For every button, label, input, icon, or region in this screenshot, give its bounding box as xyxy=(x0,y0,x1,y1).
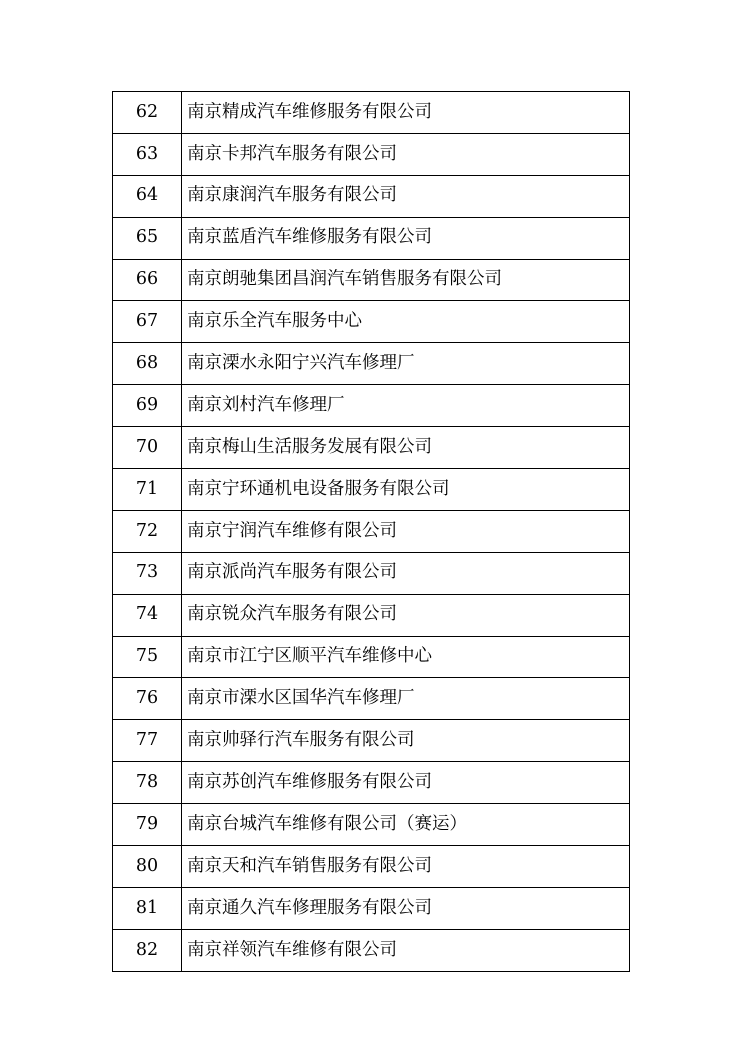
table-row xyxy=(113,594,630,636)
row-number-cell: 72 xyxy=(113,510,182,552)
company-name-cell: 南京刘村汽车修理厂 xyxy=(182,385,630,427)
company-name-cell: 南京派尚汽车服务有限公司 xyxy=(182,552,630,594)
table-row xyxy=(113,929,630,971)
table-row xyxy=(113,301,630,343)
row-number-cell: 78 xyxy=(113,762,182,804)
company-name-cell: 南京宁环通机电设备服务有限公司 xyxy=(182,469,630,511)
company-name-cell: 南京祥领汽车维修有限公司 xyxy=(182,929,630,971)
row-number-cell: 80 xyxy=(113,846,182,888)
row-number-cell: 66 xyxy=(113,259,182,301)
company-name-cell: 南京溧水永阳宁兴汽车修理厂 xyxy=(182,343,630,385)
company-name-cell: 南京通久汽车修理服务有限公司 xyxy=(182,887,630,929)
row-number-cell: 79 xyxy=(113,804,182,846)
table-row xyxy=(113,217,630,259)
table-row xyxy=(113,427,630,469)
company-name-cell: 南京苏创汽车维修服务有限公司 xyxy=(182,762,630,804)
table-row xyxy=(113,720,630,762)
company-name-cell: 南京台城汽车维修有限公司（赛运） xyxy=(182,804,630,846)
company-name-cell: 南京锐众汽车服务有限公司 xyxy=(182,594,630,636)
company-name-cell: 南京乐全汽车服务中心 xyxy=(182,301,630,343)
table-row xyxy=(113,846,630,888)
company-table-body xyxy=(113,92,630,972)
row-number-cell: 82 xyxy=(113,929,182,971)
row-number-cell: 69 xyxy=(113,385,182,427)
company-name-cell: 南京卡邦汽车服务有限公司 xyxy=(182,133,630,175)
row-number-cell: 64 xyxy=(113,175,182,217)
table-row xyxy=(113,343,630,385)
row-number-cell: 68 xyxy=(113,343,182,385)
table-row xyxy=(113,175,630,217)
table-row xyxy=(113,552,630,594)
row-number-cell: 77 xyxy=(113,720,182,762)
row-number-cell: 67 xyxy=(113,301,182,343)
row-number-cell: 73 xyxy=(113,552,182,594)
company-name-cell: 南京市溧水区国华汽车修理厂 xyxy=(182,678,630,720)
table-row xyxy=(113,469,630,511)
row-number-cell: 62 xyxy=(113,92,182,134)
table-row xyxy=(113,887,630,929)
company-name-cell: 南京天和汽车销售服务有限公司 xyxy=(182,846,630,888)
company-name-cell: 南京康润汽车服务有限公司 xyxy=(182,175,630,217)
table-row xyxy=(113,385,630,427)
company-name-cell: 南京市江宁区顺平汽车维修中心 xyxy=(182,636,630,678)
row-number-cell: 81 xyxy=(113,887,182,929)
table-row xyxy=(113,804,630,846)
table-row xyxy=(113,678,630,720)
company-name-cell: 南京宁润汽车维修有限公司 xyxy=(182,510,630,552)
row-number-cell: 63 xyxy=(113,133,182,175)
company-name-cell: 南京帅驿行汽车服务有限公司 xyxy=(182,720,630,762)
row-number-cell: 75 xyxy=(113,636,182,678)
table-row xyxy=(113,259,630,301)
table-row xyxy=(113,762,630,804)
row-number-cell: 70 xyxy=(113,427,182,469)
company-name-cell: 南京蓝盾汽车维修服务有限公司 xyxy=(182,217,630,259)
table-row xyxy=(113,92,630,134)
row-number-cell: 76 xyxy=(113,678,182,720)
row-number-cell: 74 xyxy=(113,594,182,636)
company-name-cell: 南京朗驰集团昌润汽车销售服务有限公司 xyxy=(182,259,630,301)
company-table xyxy=(112,91,630,972)
table-row xyxy=(113,636,630,678)
company-name-cell: 南京精成汽车维修服务有限公司 xyxy=(182,92,630,134)
company-name-cell: 南京梅山生活服务发展有限公司 xyxy=(182,427,630,469)
table-row xyxy=(113,133,630,175)
row-number-cell: 71 xyxy=(113,469,182,511)
table-row xyxy=(113,510,630,552)
row-number-cell: 65 xyxy=(113,217,182,259)
